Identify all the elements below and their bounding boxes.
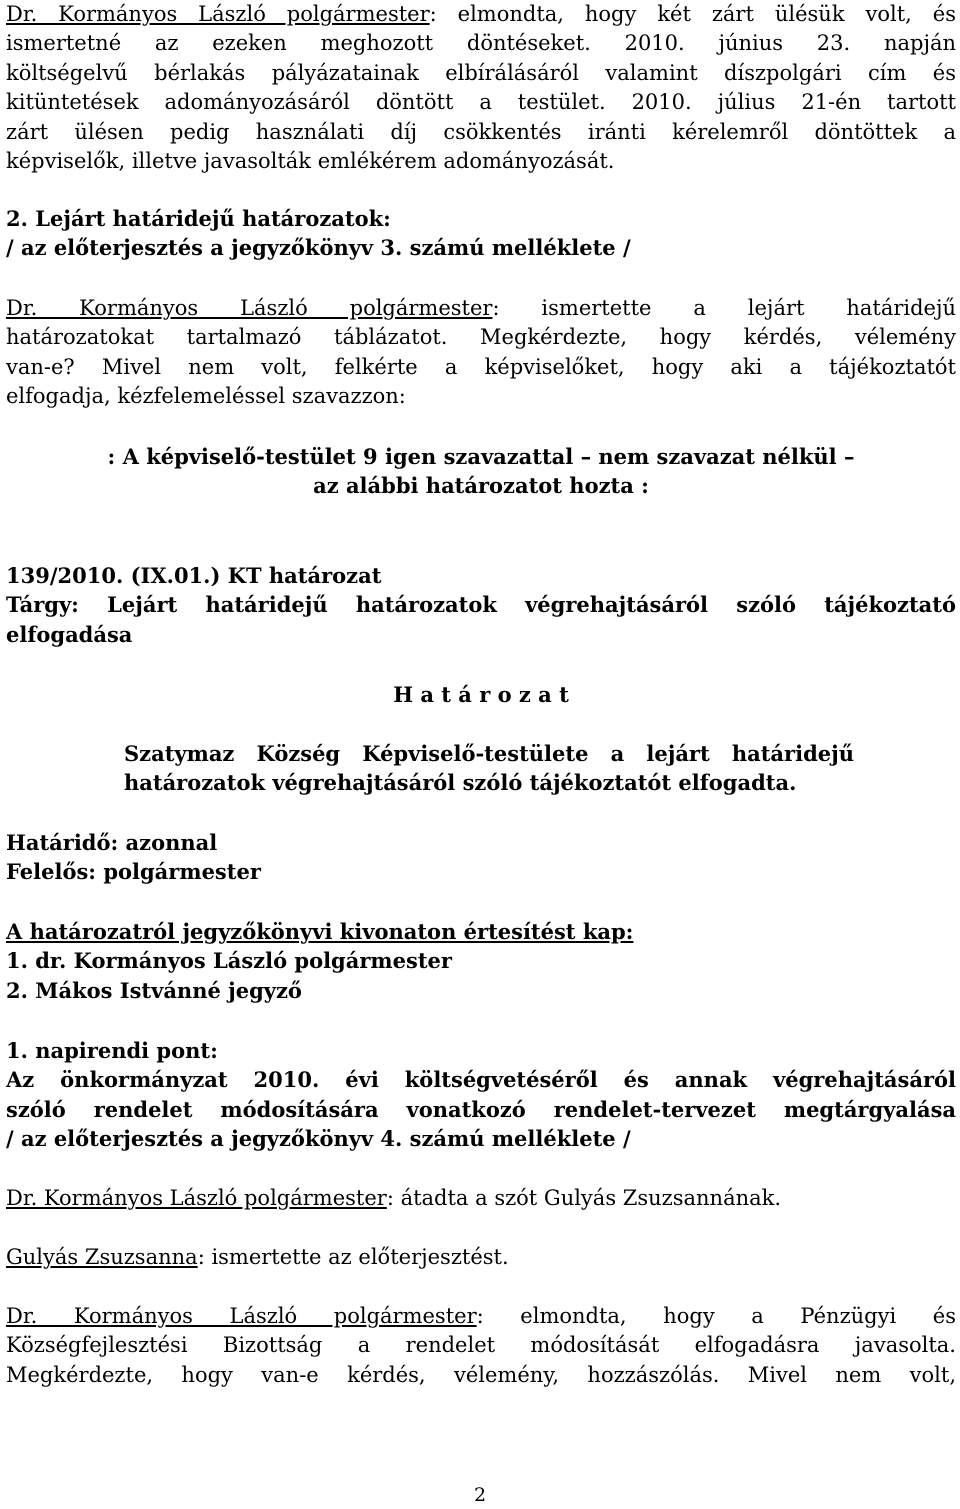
vote-line: az alábbi határozatot hozta : <box>313 473 649 499</box>
text-line: Dr. Kormányos László polgármester: ismertette a lejárt határidejű <box>6 296 956 320</box>
agenda-heading-expired-resolutions <box>6 204 956 263</box>
agenda-heading-budget <box>6 1036 956 1154</box>
text-line: kitüntetések adományozásáról döntött a testület. 2010. július 21-én tartott <box>6 90 956 115</box>
resolution-title-text: H a t á r o z a t <box>393 682 569 707</box>
text-line: van-e? Mivel nem volt, felkérte a képviselőket, hogy aki a tájékoztatót <box>6 354 956 379</box>
resolution-subject: Tárgy: Lejárt határidejű határozatok végrehajtásáról szóló tájékoztató <box>6 592 956 618</box>
text-line: Községfejlesztési Bizottság a rendelet módosítását elfogadásra javasolta. <box>6 1333 956 1358</box>
list-item: 2. Mákos Istvánné jegyző <box>6 977 302 1003</box>
resolution-meta <box>6 828 956 887</box>
paragraph-committee <box>6 1302 956 1390</box>
resolution-subject: elfogadása <box>6 621 133 647</box>
list-item: 1. dr. Kormányos László polgármester <box>6 948 452 974</box>
speaker-name: Dr. Kormányos László polgármester <box>6 296 493 320</box>
speaker-name: Dr. Kormányos László polgármester <box>6 2 430 26</box>
text-line: határozatokat tartalmazó táblázatot. Megkérdezte, hogy kérdés, vélemény <box>6 325 956 350</box>
speaker-name: Gulyás Zsuzsanna <box>6 1245 198 1269</box>
text-line: ismertetné az ezeken meghozott döntéseket. 2010. június 23. napján <box>6 31 956 56</box>
notification-heading: A határozatról jegyzőkönyvi kivonaton értesítést kap: <box>6 919 634 944</box>
text-line: Dr. Kormányos László polgármester: elmondta, hogy két zárt ülésük volt, és <box>6 2 956 26</box>
speaker-name: Dr. Kormányos László polgármester <box>6 1304 477 1328</box>
appendix-reference: / az előterjesztés a jegyzőkönyv 3. számú melléklete / <box>6 235 631 261</box>
notification-list <box>6 917 956 1005</box>
text-line: költségelvű bérlakás pályázatainak elbírálásáról valamint díszpolgári cím és <box>6 60 956 85</box>
text-line: szóló rendelet módosítására vonatkozó rendelet-tervezet megtárgyalása <box>6 1096 956 1122</box>
text-line: Megkérdezte, hogy van-e kérdés, vélemény, hozzászólás. Mivel nem volt, <box>6 1362 956 1387</box>
text-line: elfogadja, kézfelemeléssel szavazzon: <box>6 384 406 409</box>
text-line: Az önkormányzat 2010. évi költségvetéséről és annak végrehajtásáról <box>6 1067 956 1093</box>
resolution-number: 139/2010. (IX.01.) KT határozat <box>6 563 382 588</box>
vote-result <box>6 442 956 501</box>
text-line: Szatymaz Község Képviselő-testülete a lejárt határidejű <box>124 741 854 766</box>
paragraph-floor-handover <box>6 1184 956 1213</box>
paragraph-closed-sessions <box>6 0 956 176</box>
deadline: Határidő: azonnal <box>6 830 218 855</box>
text-line: képviselők, illetve javasolták emlékérem adományozását. <box>6 148 615 173</box>
resolution-body <box>124 739 854 798</box>
vote-line: : A képviselő-testület 9 igen szavazattal – nem szavazat nélkül – <box>107 444 855 469</box>
responsible: Felelős: polgármester <box>6 859 261 885</box>
text-line: Dr. Kormányos László polgármester: átadta a szót Gulyás Zsuzsannának. <box>6 1186 782 1210</box>
resolution-title <box>6 680 956 709</box>
text-line: Gulyás Zsuzsanna: ismertette az előterjesztést. <box>6 1245 509 1269</box>
text-line: határozatok végrehajtásáról szóló tájékoztatót elfogadta. <box>124 770 797 796</box>
paragraph-expired-resolutions <box>6 294 956 412</box>
speaker-name: Dr. Kormányos László polgármester <box>6 1186 387 1210</box>
heading-text: 2. Lejárt határidejű határozatok: <box>6 206 391 231</box>
text-line: zárt ülésen pedig használati díj csökkentés iránti kérelemről döntöttek a <box>6 119 956 144</box>
text-line: Dr. Kormányos László polgármester: elmondta, hogy a Pénzügyi és <box>6 1304 956 1328</box>
resolution-header <box>6 561 956 649</box>
appendix-reference: / az előterjesztés a jegyzőkönyv 4. számú melléklete / <box>6 1126 631 1152</box>
page-number: 2 <box>473 1484 487 1506</box>
heading-text: 1. napirendi pont: <box>6 1038 218 1063</box>
paragraph-presentation <box>6 1243 956 1272</box>
